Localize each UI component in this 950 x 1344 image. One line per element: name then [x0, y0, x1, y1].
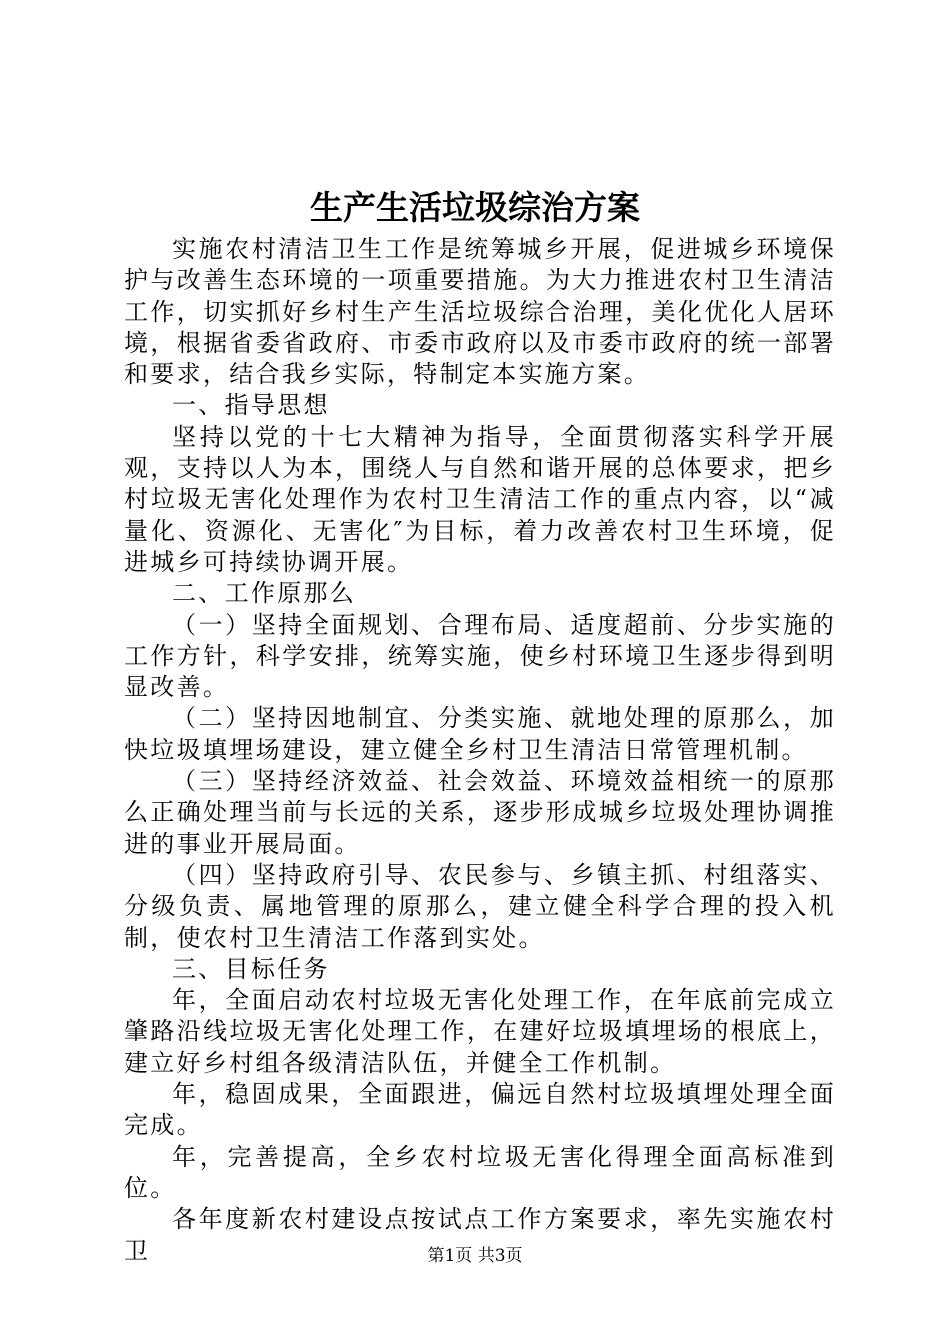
paragraph-goal-year-3: 年，完善提高，全乡农村垃圾无害化得理全面高标准到位。 — [124, 1142, 836, 1202]
section-heading-goals: 三、目标任务 — [172, 954, 330, 983]
page-footer: 第1页 共3页 — [427, 1246, 523, 1266]
paragraph-goal-year-1: 年，全面启动农村垃圾无害化处理工作，在年底前完成立肇路沿线垃圾无害化处理工作，在建好垃圾填埋场的根底上，建立好乡村组各级清洁队伍，并健全工作机制。 — [124, 986, 836, 1077]
paragraph-principle-4: （四）坚持政府引导、农民参与、乡镇主抓、村组落实、分级负责、属地管理的原那么，建立健全科学合理的投入机制，使农村卫生清洁工作落到实处。 — [124, 860, 836, 952]
section-heading-work-principles: 二、工作原那么 — [172, 579, 357, 608]
paragraph-guiding-ideology: 坚持以党的十七大精神为指导，全面贯彻落实科学开展观，支持以人为本，围绕人与自然和谐开展的总体要求，把乡村垃圾无害化处理作为农村卫生清洁工作的重点内容，以“减量化、资源化、无害化″为目标，着力改善农村卫生环境，促进城乡可持续协调开展。 — [124, 422, 836, 576]
document-title: 生产生活垃圾综治方案 — [310, 188, 640, 227]
paragraph-principle-1: （一）坚持全面规划、合理布局、适度超前、分步实施的工作方针，科学安排，统筹实施，使乡村环境卫生逐步得到明显改善。 — [124, 610, 836, 702]
paragraph-intro: 实施农村清洁卫生工作是统筹城乡开展，促进城乡环境保护与改善生态环境的一项重要措施。为大力推进农村卫生清洁工作，切实抓好乡村生产生活垃圾综合治理，美化优化人居环境，根据省委省政府、市委市政府以及市委市政府的统一部署和要求，结合我乡实际，特制定本实施方案。 — [124, 235, 836, 389]
paragraph-principle-3: （三）坚持经济效益、社会效益、环境效益相统一的原那么正确处理当前与长远的关系，逐步形成城乡垃圾处理协调推进的事业开展局面。 — [124, 767, 836, 858]
paragraph-annual-pilot: 各年度新农村建设点按试点工作方案要求，率先实施农村卫 — [124, 1205, 836, 1265]
paragraph-goal-year-2: 年，稳固成果，全面跟进，偏远自然村垃圾填埋处理全面完成。 — [124, 1080, 836, 1140]
document-body — [124, 234, 836, 1267]
section-heading-guiding-ideology: 一、指导思想 — [172, 391, 330, 420]
paragraph-principle-2: （二）坚持因地制宜、分类实施、就地处理的原那么，加快垃圾填埋场建设，建立健全乡村卫生清洁日常管理机制。 — [124, 704, 836, 764]
